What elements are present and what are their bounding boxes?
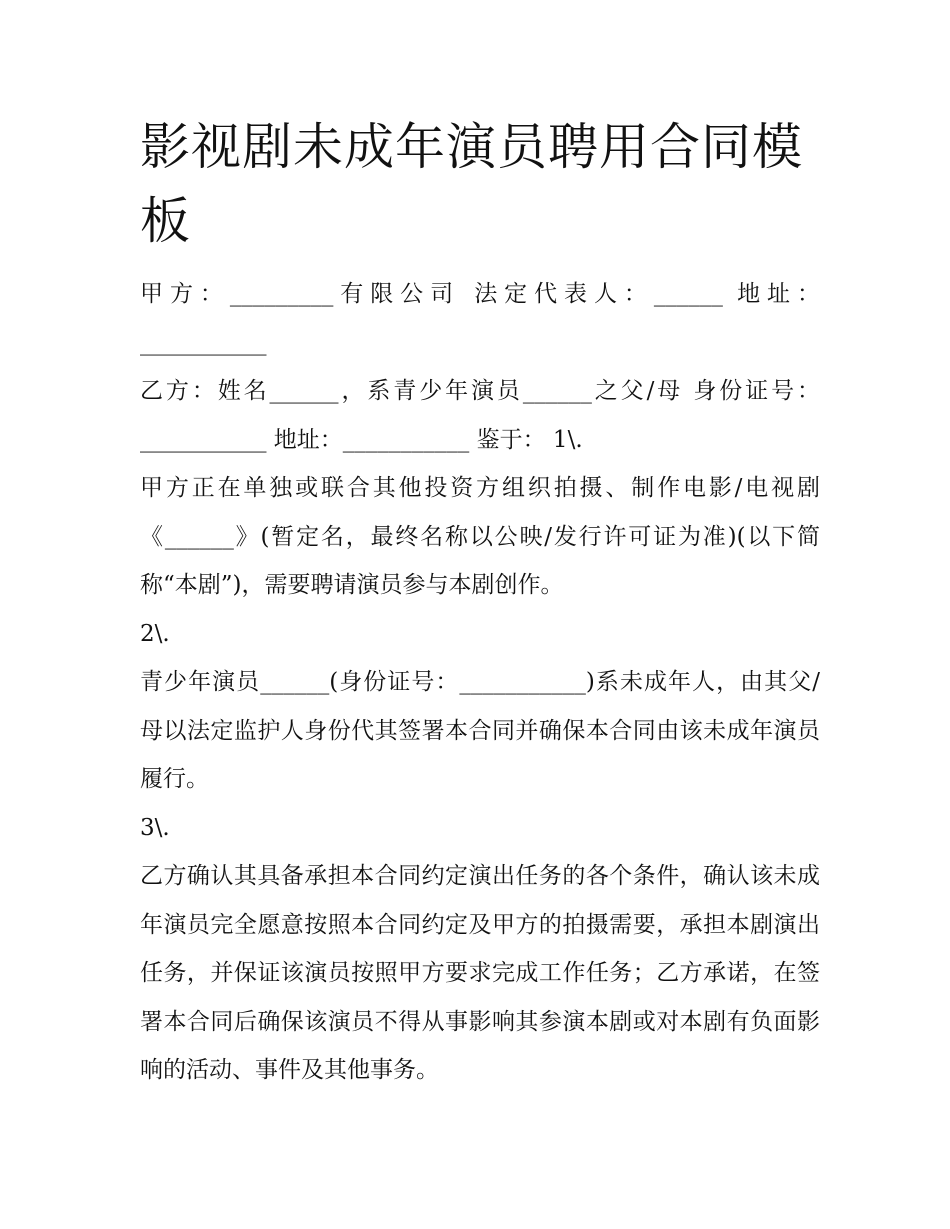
party-a-paragraph: 甲方：_________有限公司 法定代表人：______ 地址：___________ <box>140 281 820 356</box>
document-title: 影视剧未成年演员聘用合同模板 <box>140 118 803 250</box>
document-page <box>140 110 820 1095</box>
clause-3-number: 3\. <box>140 814 170 841</box>
party-b-paragraph: 乙方：姓名______，系青少年演员______之父/母 身份证号：___________ 地址：___________ 鉴于： 1\. <box>140 378 820 453</box>
clause-3-paragraph: 乙方确认其具备承担本合同约定演出任务的各个条件，确认该未成年演员完全愿意按照本合同约定及甲方的拍摄需要，承担本剧演出任务，并保证该演员按照甲方要求完成工作任务；乙方承诺，在签署本合同后确保该演员不得从事影响其参演本剧或对本剧有负面影响的活动、事件及其他事务。 <box>140 863 820 1083</box>
clause-1-paragraph: 甲方正在单独或联合其他投资方组织拍摄、制作电影/电视剧《______》(暂定名，最终名称以公映/发行许可证为准)(以下简称“本剧”)，需要聘请演员参与本剧创作。 <box>140 475 820 598</box>
clause-2-number: 2\. <box>140 620 170 647</box>
clause-2-paragraph: 青少年演员______(身份证号：___________)系未成年人，由其父/母以法定监护人身份代其签署本合同并确保本合同由该未成年演员履行。 <box>140 669 820 792</box>
